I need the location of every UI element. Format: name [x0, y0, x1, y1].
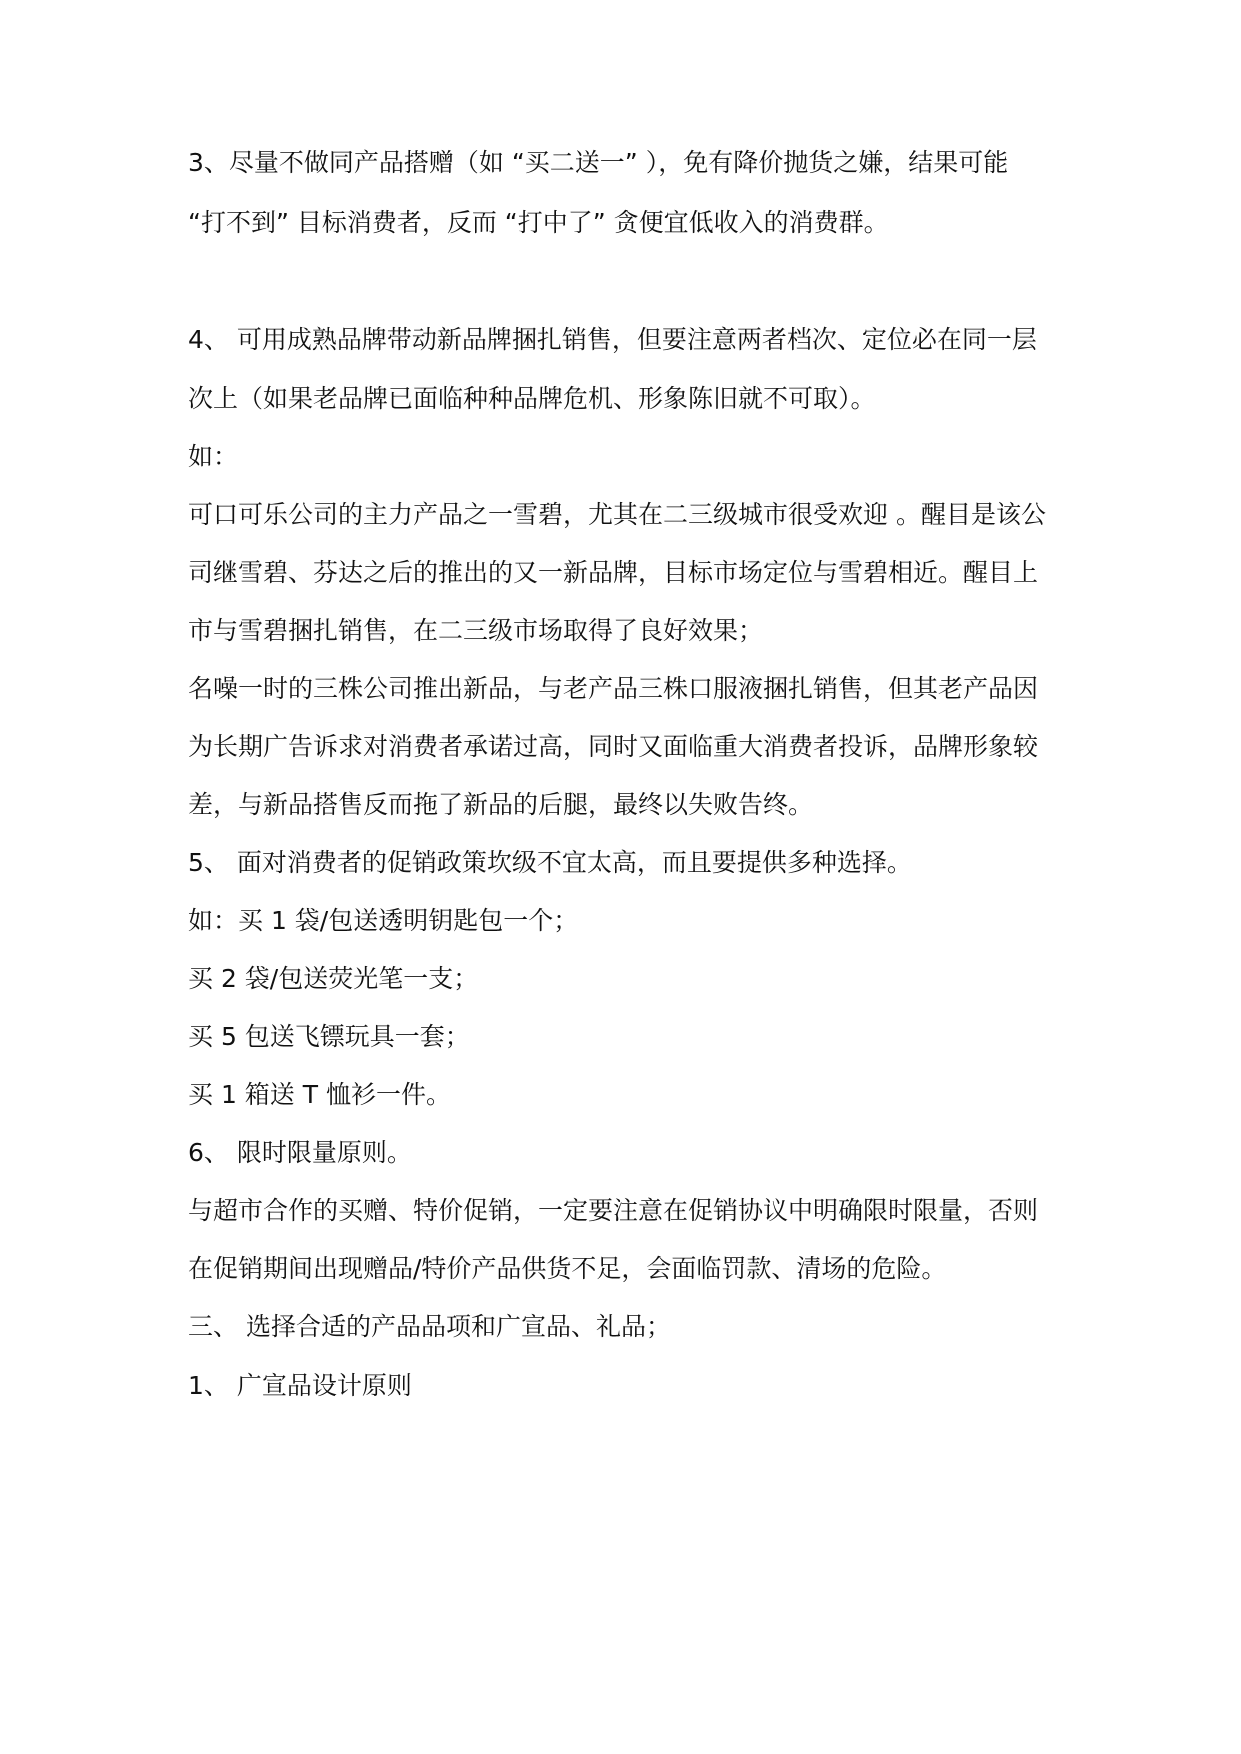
text-line: 买 1 箱送 T 恤衫一件。 [188, 1080, 451, 1109]
text-line: 可口可乐公司的主力产品之一雪碧，尤其在二三级城市很受欢迎 。醒目是该公 [188, 500, 1046, 529]
text-line: 名噪一时的三株公司推出新品，与老产品三株口服液捆扎销售，但其老产品因 [188, 674, 1039, 703]
text-line: 5、 面对消费者的促销政策坎级不宜太高，而且要提供多种选择。 [188, 848, 912, 877]
text-line: 与超市合作的买赠、特价促销，一定要注意在促销协议中明确限时限量，否则 [188, 1196, 1039, 1225]
text-line: 买 2 袋/包送荧光笔一支； [188, 964, 479, 993]
text-line: 4、 可用成熟品牌带动新品牌捆扎销售，但要注意两者档次、定位必在同一层 [188, 325, 1037, 354]
text-line: 次上（如果老品牌已面临种种品牌危机、形象陈旧就不可取）。 [188, 384, 876, 413]
text-line: 市与雪碧捆扎销售，在二三级市场取得了良好效果； [188, 616, 764, 645]
text-line: 三、 选择合适的产品品项和广宣品、礼品； [188, 1312, 671, 1341]
text-line: 如：买 1 袋/包送透明钥匙包一个； [188, 906, 579, 935]
text-line: “打不到” 目标消费者，反而 “打中了” 贪便宜低收入的消费群。 [188, 208, 889, 237]
text-line: 6、 限时限量原则。 [188, 1138, 412, 1167]
text-line: 买 5 包送飞镖玩具一套； [188, 1022, 470, 1051]
text-line: 在促销期间出现赠品/特价产品供货不足，会面临罚款、清场的危险。 [188, 1254, 947, 1283]
text-line: 司继雪碧、芬达之后的推出的又一新品牌，目标市场定位与雪碧相近。醒目上 [188, 558, 1039, 587]
text-line: 为长期广告诉求对消费者承诺过高，同时又面临重大消费者投诉，品牌形象较 [188, 732, 1039, 761]
text-line: 1、 广宣品设计原则 [188, 1371, 412, 1400]
text-line: 如： [188, 442, 239, 471]
text-line: 3、尽量不做同产品搭赠（如 “买二送一” ），免有降价抛货之嫌，结果可能 [188, 148, 1009, 177]
text-line: 差，与新品搭售反而拖了新品的后腿，最终以失败告终。 [188, 790, 814, 819]
